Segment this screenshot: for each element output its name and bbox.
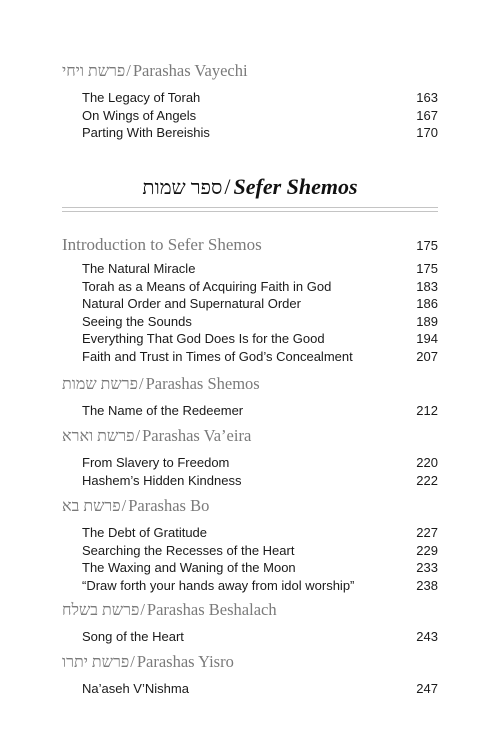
hebrew-title: פרשת וארא: [62, 428, 135, 445]
page-number: 238: [416, 577, 438, 593]
toc-entry[interactable]: [62, 628, 438, 646]
page-number: 167: [416, 107, 438, 123]
page-number: 233: [416, 560, 438, 575]
section-header: [62, 494, 438, 518]
entry-title: Torah as a Means of Acquiring Faith in God: [82, 278, 332, 294]
parashas-beshalach-section: [62, 598, 438, 646]
toc-entry[interactable]: [62, 124, 438, 142]
page-number: 175: [416, 238, 438, 253]
english-title: Parashas Yisro: [136, 652, 234, 671]
entry-title: The Natural Miracle: [82, 261, 196, 276]
page-number: 194: [416, 331, 438, 346]
toc-entry[interactable]: [62, 577, 438, 595]
hebrew-title: פרשת בא: [62, 498, 121, 515]
book-english-title: Sefer Shemos: [233, 174, 358, 199]
introduction-section: [62, 234, 438, 365]
toc-entry[interactable]: [62, 402, 438, 420]
entry-list: [62, 524, 438, 594]
section-header: [62, 424, 438, 448]
entry-title: Natural Order and Supernatural Order: [82, 296, 301, 311]
divider-rule-top: [62, 207, 438, 208]
title-separator: /: [140, 600, 145, 619]
entry-title: “Draw forth your hands away from idol worship”: [82, 577, 355, 593]
english-title: Parashas Bo: [128, 496, 210, 515]
page-number: 186: [416, 296, 438, 311]
toc-entry[interactable]: [62, 107, 438, 125]
page-number: 227: [416, 525, 438, 540]
english-title: Parashas Shemos: [145, 374, 260, 393]
entry-list: [62, 628, 438, 646]
parashas-shemos-section: [62, 372, 438, 420]
introduction-title: Introduction to Sefer Shemos: [62, 235, 262, 254]
hebrew-title: פרשת שמות: [62, 376, 138, 393]
entry-title: The Name of the Redeemer: [82, 403, 244, 418]
title-separator: /: [139, 374, 144, 393]
entry-title: Hashem’s Hidden Kindness: [82, 472, 242, 488]
entry-title: On Wings of Angels: [82, 107, 197, 123]
page-number: 222: [416, 472, 438, 488]
page-number: 170: [416, 125, 438, 140]
entry-title: Na’aseh V’Nishma: [82, 681, 189, 696]
entry-title: The Debt of Gratitude: [82, 525, 208, 540]
toc-entry[interactable]: [62, 472, 438, 490]
section-header: [62, 650, 438, 674]
toc-entry[interactable]: [62, 89, 438, 107]
toc-entry[interactable]: [62, 524, 438, 542]
entry-title: Seeing the Sounds: [82, 313, 192, 329]
entry-title: Faith and Trust in Times of God’s Concealment: [82, 348, 353, 364]
introduction-header[interactable]: [62, 234, 438, 256]
toc-entry[interactable]: [62, 278, 438, 296]
page-number: 212: [416, 403, 438, 418]
entry-title: Everything That God Does Is for the Good: [82, 331, 325, 346]
section-header: [62, 598, 438, 622]
english-title: Parashas Va’eira: [142, 426, 252, 445]
parashas-vaeira-section: [62, 424, 438, 489]
divider-rule-bottom: [62, 211, 438, 212]
page-number: 243: [416, 629, 438, 644]
entry-title: The Legacy of Torah: [82, 90, 201, 105]
section-header: [62, 372, 438, 396]
page-number: 229: [416, 542, 438, 558]
book-title-separator: /: [224, 174, 231, 199]
book-hebrew-title: ספר שמות: [142, 177, 223, 199]
page-number: 183: [416, 278, 438, 294]
toc-entry[interactable]: [62, 680, 438, 698]
parashas-bo-section: [62, 494, 438, 594]
parashas-yisro-section: [62, 650, 438, 698]
entry-list: [62, 454, 438, 489]
toc-entry[interactable]: [62, 542, 438, 560]
hebrew-title: פרשת בשלח: [62, 602, 140, 619]
book-title: [0, 173, 500, 202]
toc-entry[interactable]: [62, 559, 438, 577]
toc-entry[interactable]: [62, 454, 438, 472]
page-number: 220: [416, 455, 438, 470]
parashas-vayechi-section: [62, 59, 438, 142]
toc-entry[interactable]: [62, 295, 438, 313]
page-number: 163: [416, 90, 438, 105]
toc-entry[interactable]: [62, 260, 438, 278]
title-separator: /: [130, 652, 135, 671]
page-number: 175: [416, 261, 438, 276]
page-number: 247: [416, 681, 438, 696]
title-separator: /: [126, 61, 131, 80]
english-title: Parashas Vayechi: [132, 61, 248, 80]
toc-entry[interactable]: [62, 313, 438, 331]
entry-list: [62, 260, 438, 365]
toc-entry[interactable]: [62, 330, 438, 348]
entry-title: Parting With Bereishis: [82, 125, 210, 140]
entry-title: Song of the Heart: [82, 629, 184, 644]
section-header: [62, 59, 438, 83]
english-title: Parashas Beshalach: [146, 600, 277, 619]
entry-list: [62, 402, 438, 420]
hebrew-title: פרשת ויחי: [62, 63, 126, 80]
entry-title: The Waxing and Waning of the Moon: [82, 560, 296, 575]
entry-list: [62, 680, 438, 698]
title-separator: /: [135, 426, 141, 445]
entry-title: Searching the Recesses of the Heart: [82, 542, 295, 558]
toc-entry[interactable]: [62, 348, 438, 366]
page-number: 189: [416, 313, 438, 329]
page-number: 207: [416, 348, 438, 364]
hebrew-title: פרשת יתרו: [62, 654, 130, 671]
entry-list: [62, 89, 438, 142]
title-separator: /: [121, 496, 127, 515]
entry-title: From Slavery to Freedom: [82, 455, 230, 470]
